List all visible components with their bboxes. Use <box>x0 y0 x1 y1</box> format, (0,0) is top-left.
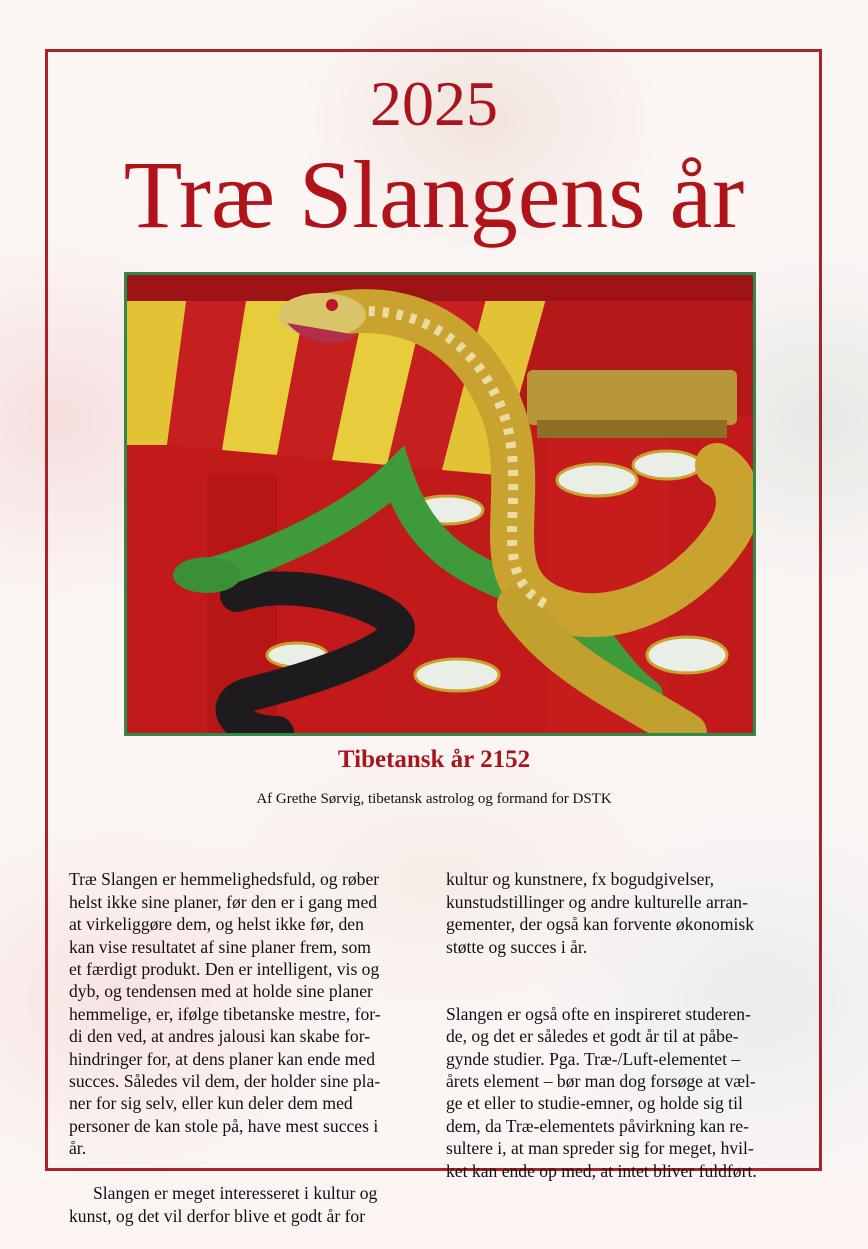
photo-illustration <box>127 275 753 733</box>
year-heading: 2025 <box>370 68 498 139</box>
paragraph-text: Slangen er meget interesseret i kultur og kunst, og det vil derfor blive et godt år for <box>69 1183 378 1226</box>
paragraph: kultur og kunstnere, fx bogudgivelser, kunstudstillinger og andre kulturelle arran- gementer, der også kan forvente økonomisk støtte og succes i år. <box>446 869 755 957</box>
page-title: Træ Slangens år <box>123 141 745 248</box>
byline: Af Grethe Sørvig, tibetansk astrolog og formand for DSTK <box>256 791 612 807</box>
paragraph-indented <box>69 1182 434 1227</box>
paragraph: Træ Slangen er hemmelighedsfuld, og røber helst ikke sine planer, før den er i gang med at virkeliggøre dem, og helst ikke før, den kan vise resultatet af sine planer frem, som et færdigt produkt. Den er intelligent, vis og dyb, og tendensen med at holde sine planer hemmelige, er, ifølge tibetanske mestre, for- di den ved, at andres jalousi kan skabe for- hindringer for, at dens planer kan ende med succes. Således vil dem, der holder sine pla- ner for sig selv, eller kun deler dem med personer de kan stole på, have mest succes i år. <box>69 869 381 1159</box>
text-column-right <box>446 846 811 1204</box>
snake-temple-photo <box>124 272 756 736</box>
paragraph: Slangen er også ofte en inspireret studeren- de, og det er således et godt år til at påbe- gynde studier. Pga. Træ-/Luft-elementet – årets element – bør man dog forsøge at væl- ge et eller to studie-emner, og holde sig til dem, da Træ-elementets påvirkning kan re- sultere i, at man spreder sig for meget, hvil- ket kan ende op med, at intet bliver fuldført. <box>446 1003 757 1181</box>
subtitle: Tibetansk år 2152 <box>337 746 531 773</box>
text-column-left <box>69 846 434 1249</box>
